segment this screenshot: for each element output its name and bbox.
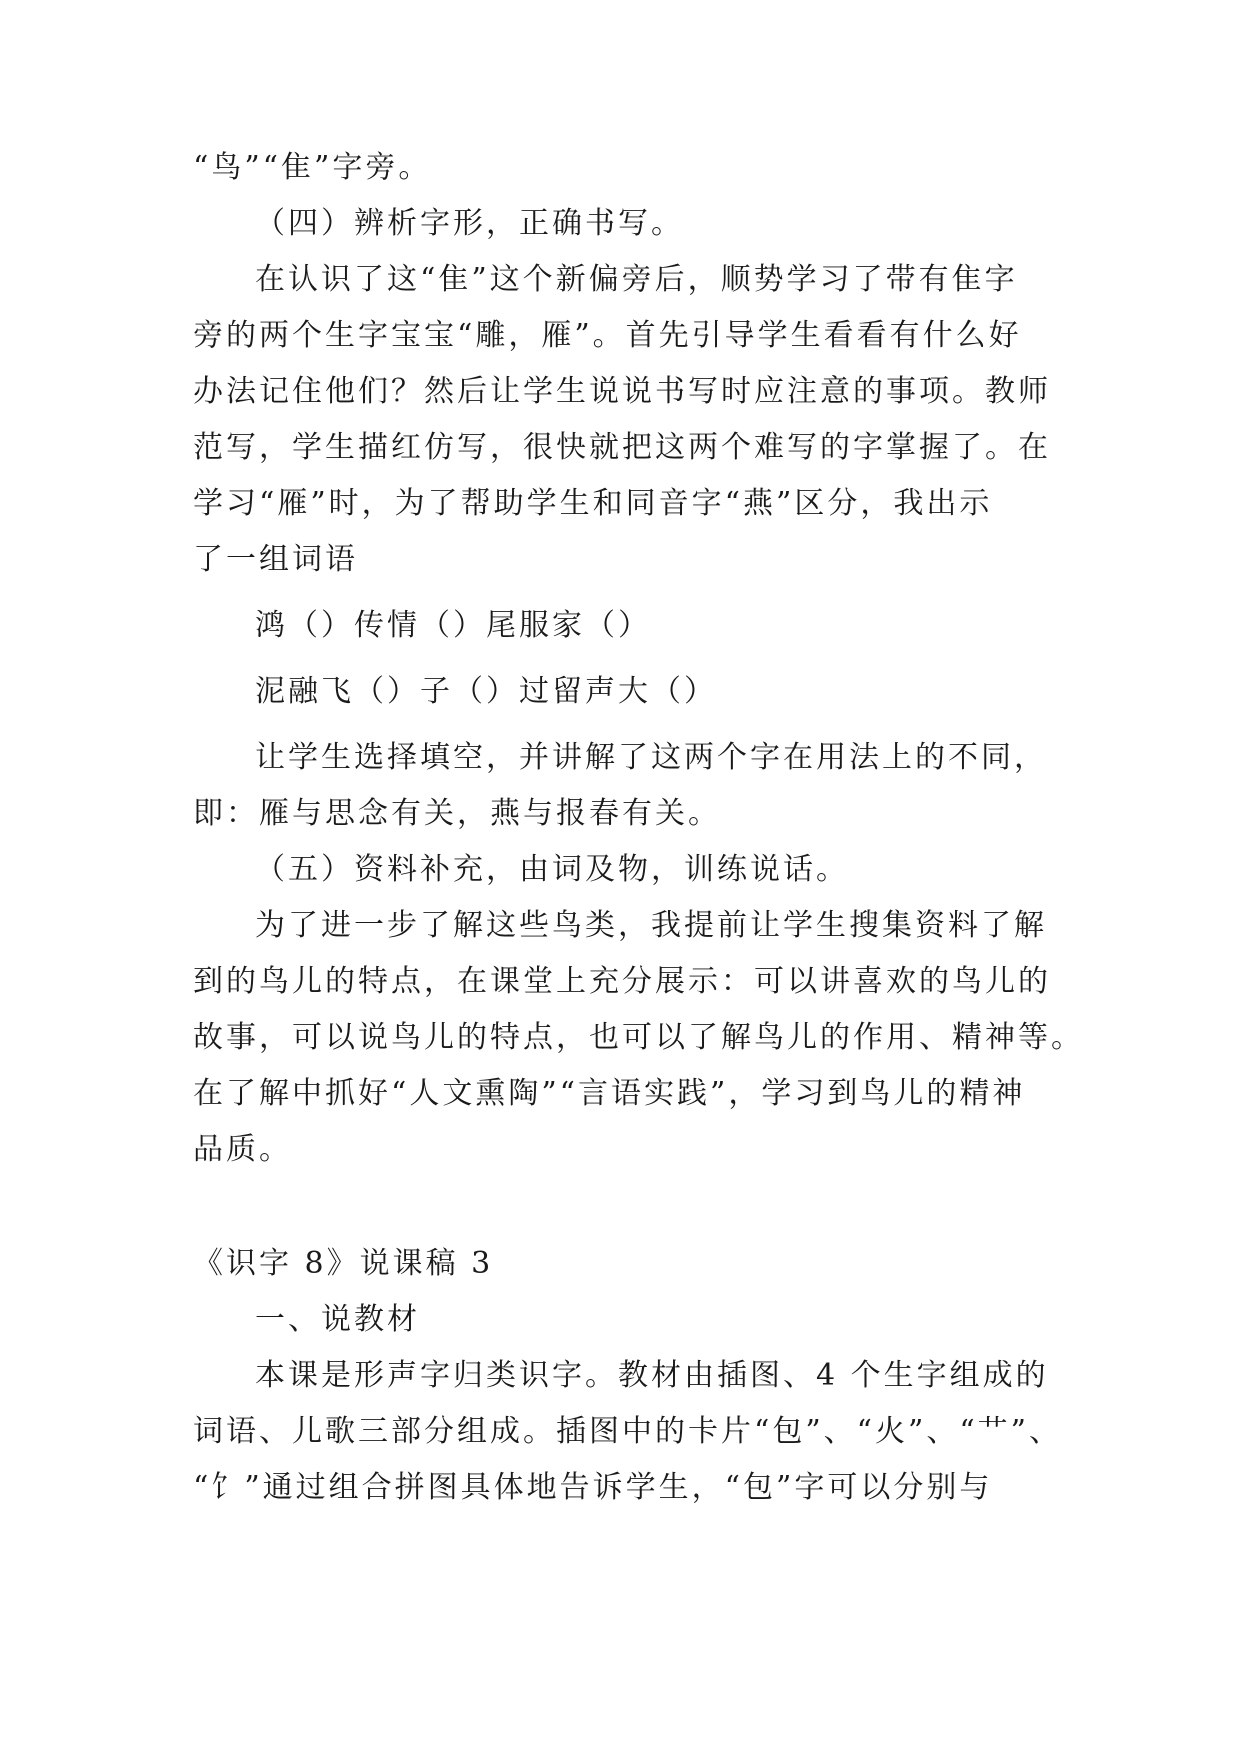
text-line: 让学生选择填空，并讲解了这两个字在用法上的不同， (255, 740, 1047, 775)
text-line: “鸟”“隹”字旁。 (193, 150, 432, 185)
text-line: 了一组词语 (193, 542, 358, 577)
text-line: 在认识了这“隹”这个新偏旁后，顺势学习了带有隹字 (255, 262, 1018, 297)
text-line: 到的鸟儿的特点，在课堂上充分展示：可以讲喜欢的鸟儿的 (193, 964, 1051, 999)
document-title: 《识字 8》说课稿 3 (193, 1246, 494, 1281)
exercise-line: 鸿（）传情（）尾服家（） (255, 608, 651, 643)
text-line: 学习“雁”时，为了帮助学生和同音字“燕”区分，我出示 (193, 486, 993, 521)
text-line: 品质。 (193, 1132, 292, 1167)
text-line: 办法记住他们？然后让学生说说书写时应注意的事项。教师 (193, 374, 1051, 409)
text-line: 即：雁与思念有关，燕与报春有关。 (193, 796, 721, 831)
exercise-line: 泥融飞（）子（）过留声大（） (255, 674, 717, 709)
text-line: 词语、儿歌三部分组成。插图中的卡片“包”、“火”、“艹”、 (193, 1414, 1063, 1449)
section-heading: （五）资料补充，由词及物，训练说话。 (255, 852, 849, 887)
section-heading: （四）辨析字形，正确书写。 (255, 206, 684, 241)
text-line: 本课是形声字归类识字。教材由插图、4 个生字组成的 (255, 1358, 1049, 1393)
text-line: 范写，学生描红仿写，很快就把这两个难写的字掌握了。在 (193, 430, 1051, 465)
text-line: 故事，可以说鸟儿的特点，也可以了解鸟儿的作用、精神等。 (193, 1020, 1084, 1055)
text-line: “饣”通过组合拼图具体地告诉学生，“包”字可以分别与 (193, 1470, 993, 1505)
text-line: 在了解中抓好“人文熏陶”“言语实践”，学习到鸟儿的精神 (193, 1076, 1026, 1111)
text-line: 为了进一步了解这些鸟类，我提前让学生搜集资料了解 (255, 908, 1047, 943)
text-line: 旁的两个生字宝宝“雕，雁”。首先引导学生看看有什么好 (193, 318, 1022, 353)
section-heading: 一、说教材 (255, 1302, 420, 1337)
